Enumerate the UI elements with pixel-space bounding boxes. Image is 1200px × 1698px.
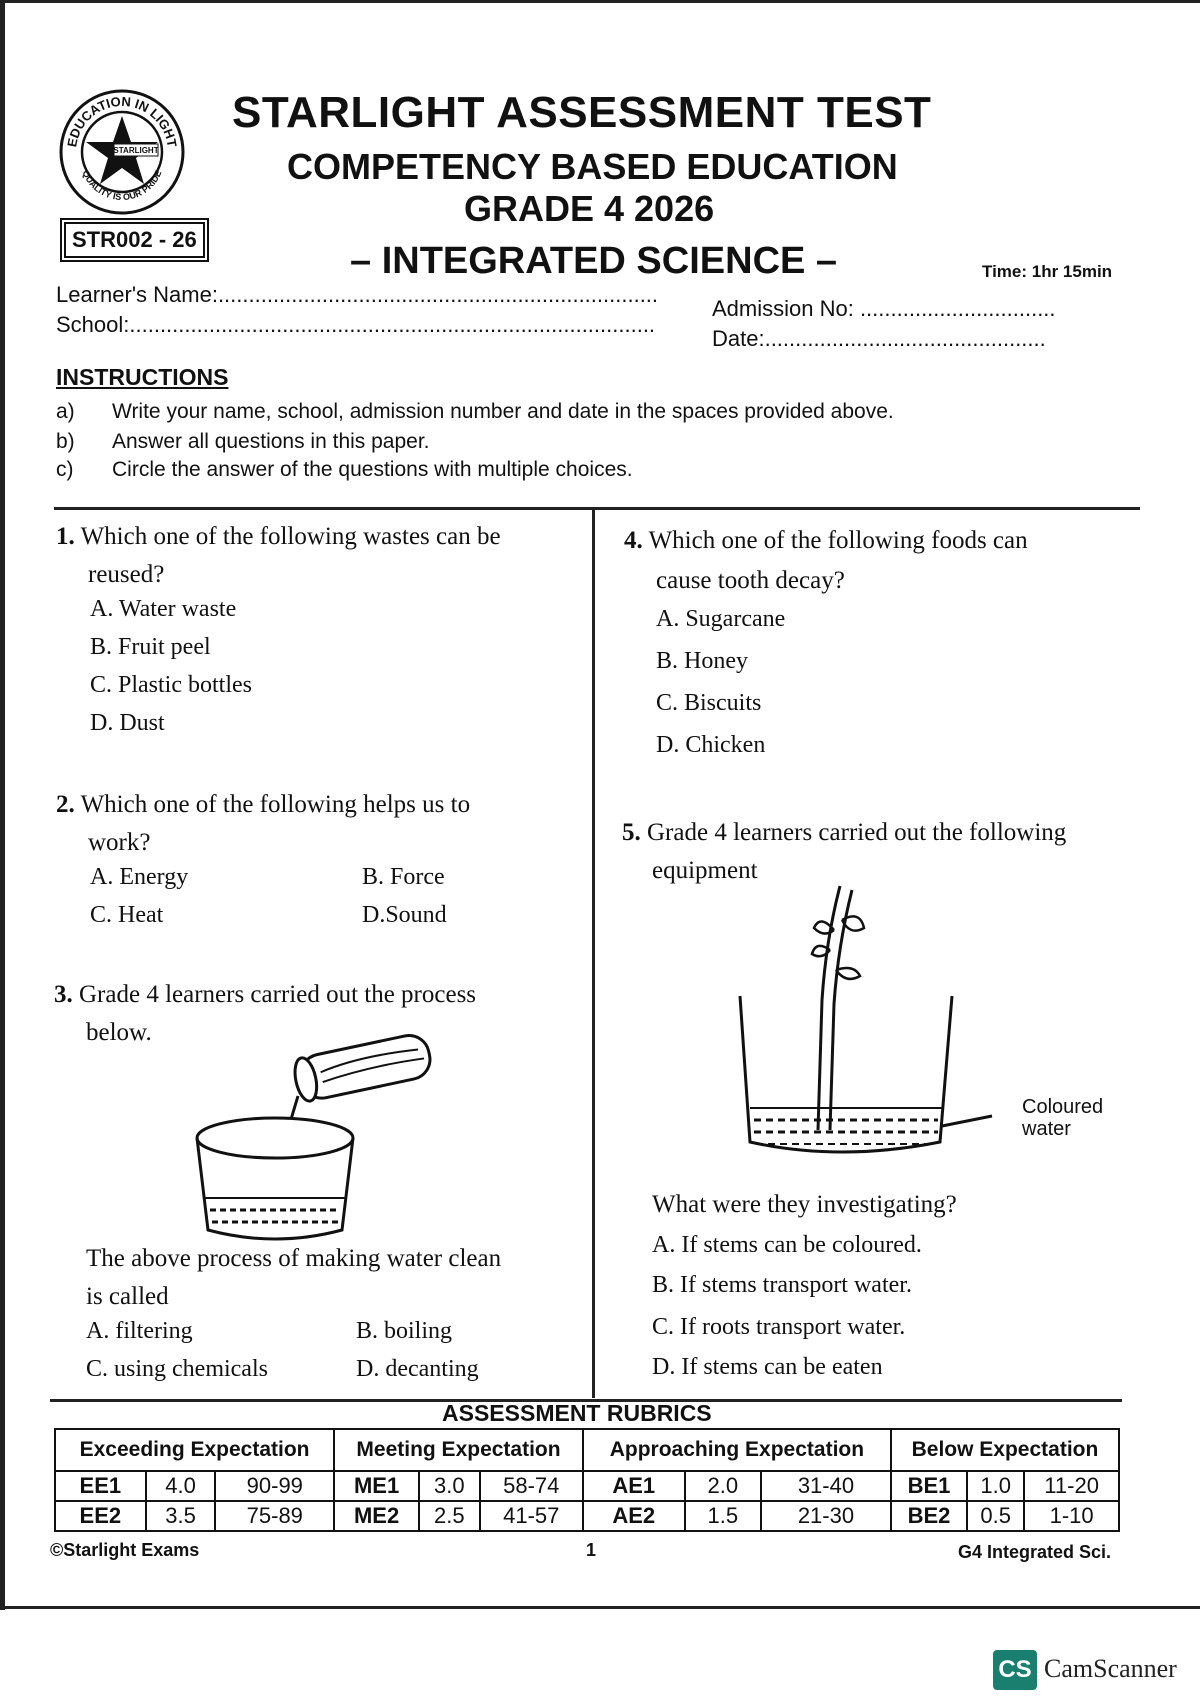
rubrics-table bbox=[54, 1428, 1120, 1532]
rubric-cell: 21-30 bbox=[761, 1501, 891, 1531]
grade-year: GRADE 4 2026 bbox=[464, 188, 715, 229]
column-divider bbox=[592, 508, 595, 1398]
q2-option-a[interactable]: A. Energy bbox=[90, 864, 189, 890]
subject-title: – INTEGRATED SCIENCE – bbox=[350, 240, 838, 282]
question-5-cont: equipment bbox=[652, 857, 758, 884]
q1-option-b[interactable]: B. Fruit peel bbox=[90, 634, 211, 660]
question-5-prompt: What were they investigating? bbox=[652, 1191, 957, 1218]
rubric-cell: 2.0 bbox=[685, 1471, 761, 1501]
school-field[interactable]: School:...................................................................................... bbox=[56, 312, 656, 337]
top-border bbox=[0, 0, 1200, 3]
rubric-cell: AE2 bbox=[583, 1501, 685, 1531]
instructions-heading: INSTRUCTIONS bbox=[56, 364, 229, 390]
svg-text:STARLIGHT: STARLIGHT bbox=[113, 146, 159, 155]
rubric-header: Exceeding Expectation bbox=[55, 1429, 334, 1471]
admission-no-field[interactable]: Admission No: ................................ bbox=[712, 296, 1056, 321]
question-3-cont: below. bbox=[86, 1019, 152, 1046]
time-allowed: Time: 1hr 15min bbox=[982, 262, 1113, 281]
camscanner-label: CamScanner bbox=[1044, 1654, 1177, 1683]
rubric-cell: 31-40 bbox=[761, 1471, 891, 1501]
q2-option-c[interactable]: C. Heat bbox=[90, 902, 164, 928]
q5-option-c[interactable]: C. If roots transport water. bbox=[652, 1314, 906, 1340]
q4-option-b[interactable]: B. Honey bbox=[656, 648, 748, 674]
plant-stem-diagram bbox=[730, 880, 1000, 1170]
coloured-water-label: Coloured water bbox=[1022, 1096, 1104, 1140]
q1-option-d[interactable]: D. Dust bbox=[90, 710, 165, 736]
rubric-header: Meeting Expectation bbox=[334, 1429, 583, 1471]
rubric-cell: BE1 bbox=[891, 1471, 967, 1501]
rubric-cell: 2.5 bbox=[419, 1501, 480, 1531]
question-5: 5. Grade 4 learners carried out the following bbox=[622, 819, 1067, 846]
footer-subject: G4 Integrated Sci. bbox=[958, 1542, 1112, 1562]
paper-code: STR002 - 26 bbox=[64, 222, 205, 258]
rubric-cell: 3.5 bbox=[146, 1501, 216, 1531]
rubric-cell: 90-99 bbox=[215, 1471, 334, 1501]
rubric-cell: 1-10 bbox=[1024, 1501, 1119, 1531]
q3-option-a[interactable]: A. filtering bbox=[86, 1318, 193, 1344]
decanting-diagram bbox=[180, 1026, 460, 1246]
learner-name-field[interactable]: Learner's Name:........................................................................ bbox=[56, 282, 659, 307]
table-row bbox=[55, 1501, 1119, 1531]
table-row bbox=[55, 1471, 1119, 1501]
page-number: 1 bbox=[586, 1540, 597, 1560]
q4-option-c[interactable]: C. Biscuits bbox=[656, 690, 762, 716]
rubric-cell: 3.0 bbox=[419, 1471, 480, 1501]
question-1-cont: reused? bbox=[88, 561, 165, 588]
question-3: 3. Grade 4 learners carried out the process bbox=[54, 981, 477, 1008]
rubric-header: Approaching Expectation bbox=[583, 1429, 891, 1471]
q5-option-b[interactable]: B. If stems transport water. bbox=[652, 1272, 912, 1298]
camscanner-logo-icon: CS bbox=[993, 1650, 1037, 1690]
question-3-after-cont: is called bbox=[86, 1283, 169, 1310]
question-4-cont: cause tooth decay? bbox=[656, 567, 845, 594]
q4-option-d[interactable]: D. Chicken bbox=[656, 732, 766, 758]
rubric-cell: ME2 bbox=[334, 1501, 419, 1531]
svg-text:EDUCATION IN LIGHT: EDUCATION IN LIGHT bbox=[64, 93, 180, 149]
test-title: STARLIGHT ASSESSMENT TEST bbox=[232, 88, 932, 137]
paper-code-box bbox=[60, 218, 209, 262]
question-3-after: The above process of making water clean bbox=[86, 1245, 502, 1272]
q3-option-d[interactable]: D. decanting bbox=[356, 1356, 479, 1382]
bottom-border bbox=[0, 1606, 1200, 1609]
rubric-cell: 75-89 bbox=[215, 1501, 334, 1531]
q4-option-a[interactable]: A. Sugarcane bbox=[656, 606, 786, 632]
q5-option-d[interactable]: D. If stems can be eaten bbox=[652, 1354, 883, 1380]
q1-option-a[interactable]: A. Water waste bbox=[90, 596, 237, 622]
q5-option-a[interactable]: A. If stems can be coloured. bbox=[652, 1232, 922, 1258]
q3-option-b[interactable]: B. boiling bbox=[356, 1318, 453, 1344]
section-divider bbox=[54, 507, 1140, 510]
rubrics-header-row bbox=[55, 1429, 1119, 1471]
rubric-cell: 41-57 bbox=[480, 1501, 583, 1531]
q3-option-c[interactable]: C. using chemicals bbox=[86, 1356, 268, 1382]
rubric-cell: EE1 bbox=[55, 1471, 146, 1501]
q2-option-b[interactable]: B. Force bbox=[362, 864, 445, 890]
rubric-cell: 58-74 bbox=[480, 1471, 583, 1501]
left-border bbox=[0, 0, 5, 1610]
question-4: 4. Which one of the following foods can bbox=[624, 527, 1028, 554]
rubrics-title: ASSESSMENT RUBRICS bbox=[442, 1400, 712, 1426]
footer-copyright: ©Starlight Exams bbox=[50, 1540, 200, 1560]
rubric-cell: AE1 bbox=[583, 1471, 685, 1501]
svg-text:QUALITY IS OUR PRIDE: QUALITY IS OUR PRIDE bbox=[80, 168, 164, 203]
question-1: 1. Which one of the following wastes can be bbox=[56, 523, 501, 550]
rubric-cell: BE2 bbox=[891, 1501, 967, 1531]
rubric-cell: 1.5 bbox=[685, 1501, 761, 1531]
q2-option-d[interactable]: D.Sound bbox=[362, 902, 447, 928]
rubric-header: Below Expectation bbox=[891, 1429, 1119, 1471]
rubric-cell: 0.5 bbox=[967, 1501, 1024, 1531]
q1-option-c[interactable]: C. Plastic bottles bbox=[90, 672, 252, 698]
question-2: 2. Which one of the following helps us to bbox=[56, 791, 471, 818]
rubric-cell: EE2 bbox=[55, 1501, 146, 1531]
rubric-cell: 11-20 bbox=[1024, 1471, 1119, 1501]
date-field[interactable]: Date:.............................................. bbox=[712, 326, 1046, 351]
rubric-cell: 1.0 bbox=[967, 1471, 1024, 1501]
rubric-cell: ME1 bbox=[334, 1471, 419, 1501]
rubric-cell: 4.0 bbox=[146, 1471, 216, 1501]
starlight-logo bbox=[58, 88, 186, 216]
test-subtitle: COMPETENCY BASED EDUCATION bbox=[287, 146, 898, 187]
question-2-cont: work? bbox=[88, 829, 151, 856]
